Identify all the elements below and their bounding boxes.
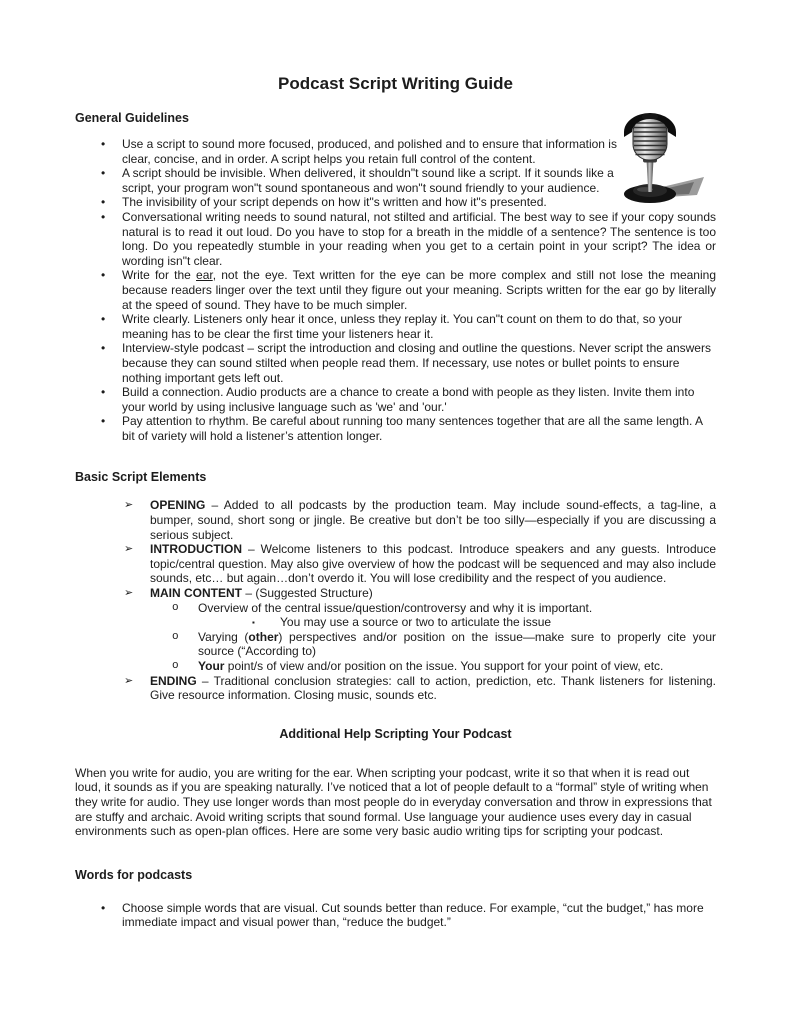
- dot-bullet-icon: •: [101, 137, 106, 151]
- list-item-text: Write clearly. Listeners only hear it once, unless they replay it. You can"t count on them to do that, so your meaning has to be clear the first time your listeners hear it.: [122, 312, 683, 341]
- arrow-bullet-icon: ➢: [124, 498, 134, 512]
- list-item-text: ENDING – Traditional conclusion strategies: call to action, prediction, etc. Thank listeners for listening. Give resource information. Closing music, sounds etc.: [150, 673, 716, 703]
- dot-bullet-icon: •: [101, 195, 106, 210]
- list-item: [75, 615, 716, 630]
- circle-bullet-icon: o: [172, 660, 179, 672]
- list-item: [75, 901, 716, 930]
- section-heading-general-guidelines: General Guidelines: [75, 111, 189, 125]
- list-item-text: Interview-style podcast – script the introduction and closing and outline the questions. Never script the answers because they can sound stilted when people read them. If necessary, use notes or bullet points to ensure nothing important gets left out.: [122, 341, 711, 385]
- list-item-text: Use a script to sound more focused, produced, and polished and to ensure that information is clear, concise, and in order. A script helps you retain full control of the content.: [122, 137, 617, 166]
- list-item: [75, 630, 716, 659]
- list-item: [75, 210, 716, 268]
- page-title: Podcast Script Writing Guide: [278, 74, 513, 93]
- dot-bullet-icon: •: [101, 385, 106, 400]
- list-item-text: Pay attention to rhythm. Be careful about running too many sentences together that are all the same length. A bit of variety will hold a listener’s attention longer.: [122, 414, 703, 443]
- list-item-text: A script should be invisible. When delivered, it shouldn"t sound like a script. If it sounds like a script, your program won"t sound spontaneous and won"t sound friendly to your audience.: [122, 166, 614, 195]
- list-item-text: You may use a source or two to articulate the issue: [280, 615, 552, 630]
- general-guidelines-list: [75, 137, 716, 443]
- list-item-text: Choose simple words that are visual. Cut sounds better than reduce. For example, “cut the budget,” has more immediate impact and visual power than, “reduce the budget.”: [122, 900, 704, 930]
- list-item-text: OPENING – Added to all podcasts by the production team. May include sound-effects, a tag-line, a bumper, sound, short song or jingle. Be creative but don’t be too silly—especially if you are discussing a serious subject.: [150, 498, 716, 542]
- list-item: [75, 341, 716, 385]
- dot-bullet-icon: •: [101, 209, 106, 224]
- list-item: [75, 498, 716, 542]
- list-item: [75, 586, 716, 601]
- circle-bullet-icon: o: [172, 601, 179, 614]
- list-item: [75, 268, 716, 312]
- section-heading-basic-script-elements: Basic Script Elements: [75, 470, 207, 485]
- basic-script-elements-list: [75, 498, 716, 702]
- list-item: [75, 542, 716, 586]
- list-item: [75, 601, 716, 616]
- dot-bullet-icon: •: [101, 341, 106, 356]
- list-item-text: Write for the ear, not the eye. Text written for the eye can be more complex and still not lose the meaning because readers linger over the text until they figure out your meaning. Scripts written for the ear go by literally at the speed of sound. They have to be much simpler.: [122, 268, 716, 312]
- list-item-text: Conversational writing needs to sound natural, not stilted and artificial. The best way to see if your copy sounds natural is to read it out loud. Do you have to stop for a breath in the middle of a sentence? The sentence is too long. Do you repeatedly stumble in your reading when you get to a certain point in your script? The idea or wording isn"t clear.: [122, 209, 716, 268]
- list-item-text: INTRODUCTION – Welcome listeners to this podcast. Introduce speakers and any guests. Introduce topic/central question. May also give overview of how the podcast will be sequenced and may also include sounds, etc… but again…don’t overdo it. You will lose credibility and the respect of you audience.: [150, 542, 716, 586]
- list-item-text: MAIN CONTENT – (Suggested Structure): [150, 586, 373, 601]
- section-heading-words-for-podcasts: Words for podcasts: [75, 867, 193, 882]
- additional-help-paragraph: When you write for audio, you are writing for the ear. When scripting your podcast, write it so that when it is read out loud, it sounds as if you are speaking naturally. I’ve noticed that a lot of people default to a “formal” style of writing when they write for audio. They use longer words than most people do in everyday conversation and throw in expressions that are stuffy and archaic. Avoid writing scripts that sound formal. Use language your audience uses every day in casual environments such as open-plan offices. Here are some very basic audio writing tips for scripting your podcast.: [75, 765, 712, 839]
- arrow-bullet-icon: ➢: [124, 673, 134, 687]
- list-item-text: The invisibility of your script depends on how it"s written and how it"s presented.: [122, 195, 547, 210]
- arrow-bullet-icon: ➢: [124, 542, 134, 556]
- list-item: [75, 137, 645, 166]
- arrow-bullet-icon: ➢: [124, 586, 134, 600]
- square-bullet-icon: ▪: [252, 618, 255, 628]
- dot-bullet-icon: •: [101, 900, 106, 915]
- words-for-podcasts-list: [75, 901, 716, 930]
- list-item-text: Your point/s of view and/or position on the issue. You support for your point of view, etc.: [198, 659, 664, 673]
- list-item: [75, 195, 716, 210]
- list-item: [75, 166, 645, 195]
- dot-bullet-icon: •: [101, 312, 106, 327]
- list-item: [75, 659, 716, 674]
- list-item-text: Varying (other) perspectives and/or position on the issue—make sure to properly cite your source (“According to): [198, 629, 716, 659]
- list-item: [75, 385, 716, 414]
- list-item: [75, 414, 716, 443]
- dot-bullet-icon: •: [101, 166, 106, 181]
- dot-bullet-icon: •: [101, 414, 106, 429]
- section-heading-additional-help: Additional Help Scripting Your Podcast: [279, 726, 512, 741]
- circle-bullet-icon: o: [172, 630, 179, 643]
- list-item: [75, 312, 716, 341]
- list-item-text: Overview of the central issue/question/controversy and why it is important.: [198, 600, 593, 615]
- dot-bullet-icon: •: [101, 268, 106, 283]
- list-item-text: Build a connection. Audio products are a chance to create a bond with people as they listen. Invite them into your world by using inclusive language such as 'we' and 'our.': [122, 385, 695, 414]
- list-item: [75, 674, 716, 703]
